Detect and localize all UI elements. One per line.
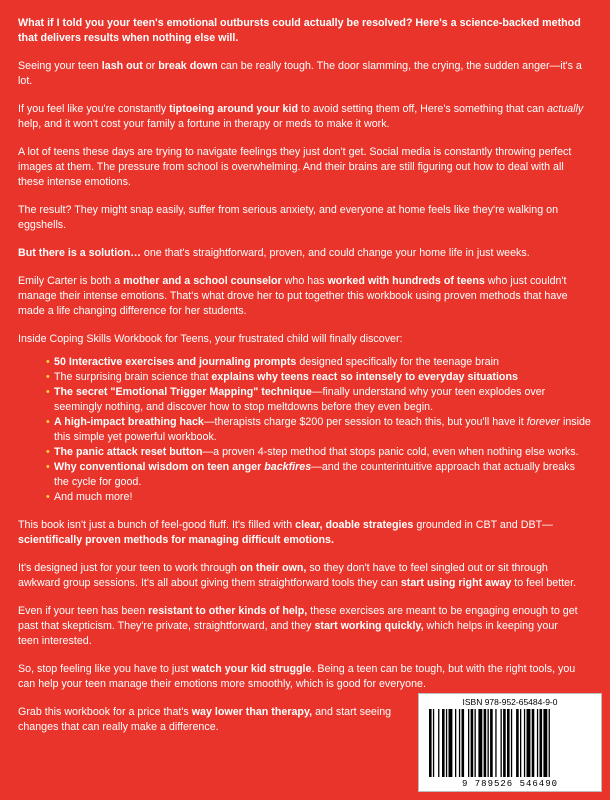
barcode-bar — [433, 709, 434, 777]
barcode-bar — [501, 709, 502, 777]
back-cover-text — [18, 16, 592, 748]
barcode-number: 9 789526 546490 — [461, 779, 558, 789]
paragraph-solution: But there is a solution… one that's straightforward, proven, and could change your home life in just weeks. — [18, 247, 530, 259]
barcode-bar — [516, 709, 519, 777]
list-item: • A high-impact breathing hack—therapists charge $200 per session to teach this, but you'll have it forever inside this simple yet powerful workbook. — [46, 416, 591, 443]
list-item: • The secret "Emotional Trigger Mapping" technique—finally understand why your teen explodes over seemingly nothing, and discover how to stop meltdowns before they even begin. — [46, 386, 546, 413]
barcode-bar — [537, 709, 538, 777]
barcode-bar — [471, 709, 474, 777]
barcode-bar — [524, 709, 525, 777]
bullet-icon: • — [46, 446, 50, 458]
paragraph-tiptoeing: If you feel like you're constantly tiptoeing around your kid to avoid setting them off, Here's something that can actually help, and it won't cost your family a fortune in therapy or meds to make it work. — [18, 103, 584, 130]
barcode-bar — [475, 709, 476, 777]
bullet-icon: • — [46, 371, 50, 383]
barcode-bar — [478, 709, 482, 777]
list-item: • The panic attack reset button—a proven 4-step method that stops panic cold, even when nothing else works. — [46, 446, 579, 458]
barcode-bar — [442, 709, 445, 777]
barcode-bar — [495, 709, 496, 777]
bullet-icon: • — [46, 461, 50, 473]
barcode-bar — [490, 709, 493, 777]
isbn-barcode — [418, 693, 602, 792]
bullet-icon: • — [46, 386, 50, 398]
paragraph-cbt-dbt: This book isn't just a bunch of feel-good fluff. It's filled with clear, doable strategies grounded in CBT and DBT—scientifically proven methods for managing difficult emotions. — [18, 519, 553, 546]
barcode-bar — [543, 709, 547, 777]
barcode-bar — [455, 709, 456, 777]
barcode-bar — [449, 709, 453, 777]
barcode-bar — [429, 709, 432, 777]
bullet-icon: • — [46, 356, 50, 368]
list-item: • The surprising brain science that explains why teens react so intensely to everyday situations — [46, 371, 518, 383]
paragraph-lash-out: Seeing your teen lash out or break down can be really tough. The door slamming, the crying, the sudden anger—it's a lot. — [18, 60, 582, 87]
bullet-icon: • — [46, 416, 50, 428]
barcode-bar — [488, 709, 489, 777]
paragraph-grab-workbook: Grab this workbook for a price that's way lower than therapy, and start seeing changes that can really make a difference. — [18, 706, 392, 733]
barcode-bar — [549, 709, 550, 777]
paragraph-teens-feelings: A lot of teens these days are trying to navigate feelings they just don't get. Social media is constantly throwing perfect images at them. The pressure from school is overwhelming. And their brains are still figuring out how to deal with all these intense emotions. — [18, 146, 572, 188]
benefits-list — [18, 355, 592, 505]
barcode-bar — [511, 709, 512, 777]
barcode-bar — [446, 709, 447, 777]
barcode-bar — [484, 709, 487, 777]
list-item: • Why conventional wisdom on teen anger backfires—and the counterintuitive approach that actually breaks the cycle for good. — [46, 461, 575, 488]
barcode-bar — [520, 709, 521, 777]
paragraph-watch-struggle: So, stop feeling like you have to just watch your kid struggle. Being a teen can be tough, but with the right tools, you can help your teen manage their emotions more smoothly, which is good for everyone. — [18, 663, 576, 690]
paragraph-author: Emily Carter is both a mother and a school counselor who has worked with hundreds of teens who just couldn't manage their intense emotions. That's what drove her to put together this workbook using proven methods that have made a life changing difference for her students. — [18, 275, 568, 317]
barcode-bar — [503, 709, 506, 777]
isbn-label: ISBN 978-952-65484-9-0 — [462, 697, 558, 707]
barcode-bar — [468, 709, 469, 777]
barcode-bar — [532, 709, 535, 777]
list-item: • And much more! — [46, 491, 133, 503]
barcode-bar — [438, 709, 439, 777]
barcode-bar — [540, 709, 543, 777]
barcode-bar — [527, 709, 531, 777]
hook-paragraph: What if I told you your teen's emotional outbursts could actually be resolved? Here's a science-backed method that delivers results when nothing else will. — [18, 17, 581, 44]
paragraph-inside: Inside Coping Skills Workbook for Teens, your frustrated child will finally discover: — [18, 333, 403, 345]
paragraph-result: The result? They might snap easily, suffer from serious anxiety, and everyone at home feels like they're walking on eggshells. — [18, 204, 559, 231]
barcode-bar — [507, 709, 510, 777]
barcode-bar — [462, 709, 465, 777]
list-item: • 50 Interactive exercises and journaling prompts designed specifically for the teenage brain — [46, 356, 499, 368]
barcode-bar — [459, 709, 460, 777]
bullet-icon: • — [46, 491, 50, 503]
barcode-bars — [427, 709, 593, 777]
paragraph-on-their-own: It's designed just for your teen to work through on their own, so they don't have to feel singled out or sit through awkward group sessions. It's all about giving them straightforward tools they can start using right away to feel better. — [18, 562, 577, 589]
paragraph-resistant: Even if your teen has been resistant to other kinds of help, these exercises are meant to be engaging enough to get past that skepticism. They're private, straightforward, and they start working quickly, which helps in keeping your teen interested. — [18, 605, 578, 647]
